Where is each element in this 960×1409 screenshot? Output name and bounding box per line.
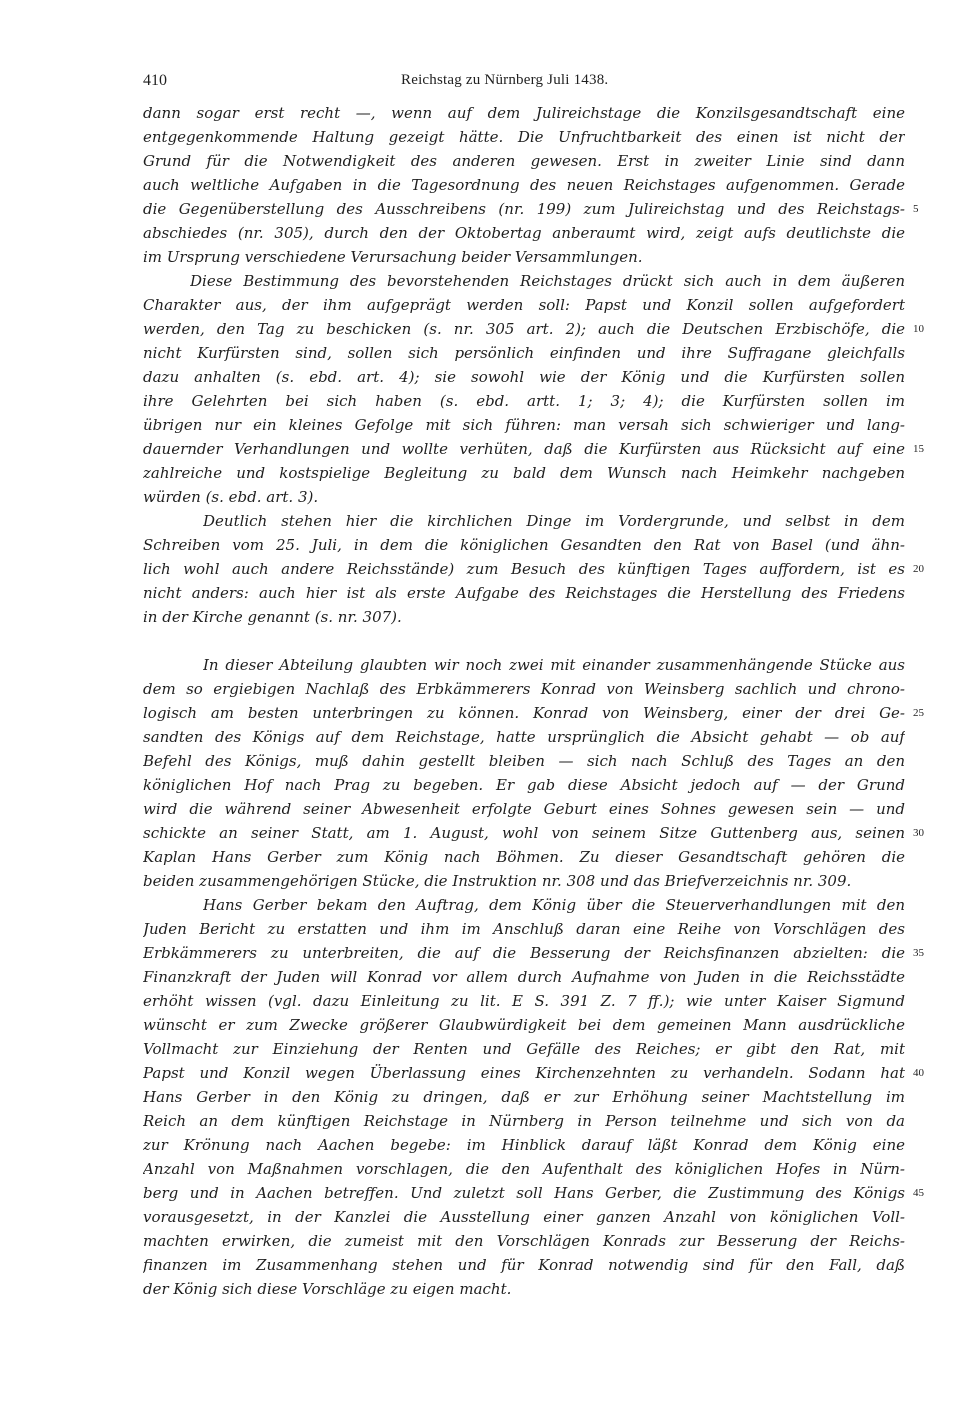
text-line: Deutlich stehen hier die kirchlichen Dinge im Vordergrunde, und selbst in dem	[203, 512, 905, 530]
text-line: Anzahl von Maßnahmen vorschlagen, die den Aufenthalt des königlichen Hofes in Nürn-	[143, 1160, 905, 1178]
text-line: ihre Gelehrten bei sich haben (s. ebd. artt. 1; 3; 4); die Kurfürsten sollen im	[143, 392, 905, 410]
text-line: wird die während seiner Abwesenheit erfolgte Geburt eines Sohnes gewesen sein — und	[143, 800, 905, 818]
text-line: schickte an seiner Statt, am 1. August, wohl von seinem Sitze Guttenberg aus, seinen	[143, 824, 905, 842]
text-line: In dieser Abteilung glaubten wir noch zwei mit einander zusammenhängende Stücke aus	[203, 656, 905, 674]
text-line: Hans Gerber bekam den Auftrag, dem König über die Steuerverhandlungen mit den	[203, 896, 905, 914]
text-line: Charakter aus, der ihm aufgeprägt werden soll: Papst und Konzil sollen aufgefordert	[143, 296, 905, 314]
text-line: berg und in Aachen betreffen. Und zuletzt soll Hans Gerber, die Zustimmung des Königs	[143, 1184, 905, 1202]
text-line: lich wohl auch andere Reichsstände) zum Besuch des künftigen Tages auffordern, ist es	[143, 560, 905, 578]
text-line: im Ursprung verschiedene Verursachung beider Versammlungen.	[143, 248, 643, 266]
text-line: beiden zusammengehörigen Stücke, die Instruktion nr. 308 und das Briefverzeichnis nr. 309.	[143, 872, 852, 890]
text-line: in der Kirche genannt (s. nr. 307).	[143, 608, 402, 626]
text-line: zur Krönung nach Aachen begebe: im Hinblick darauf läßt Konrad dem König eine	[143, 1136, 905, 1154]
line-number: 15	[913, 443, 924, 455]
text-line: vorausgesetzt, in der Kanzlei die Ausstellung einer ganzen Anzahl von königlichen Voll-	[143, 1208, 905, 1226]
text-line: nicht Kurfürsten sind, sollen sich persönlich einfinden und ihre Suffragane gleichfalls	[143, 344, 905, 362]
text-line: Papst und Konzil wegen Überlassung eines Kirchenzehnten zu verhandeln. Sodann hat	[143, 1064, 905, 1082]
text-line: Diese Bestimmung des bevorstehenden Reichstages drückt sich auch in dem äußeren	[190, 272, 905, 290]
text-line: auch weltliche Aufgaben in die Tagesordnung des neuen Reichstages aufgenommen. Gerade	[143, 176, 905, 194]
text-line: logisch am besten unterbringen zu können. Konrad von Weinsberg, einer der drei Ge-	[143, 704, 905, 722]
text-line: Kaplan Hans Gerber zum König nach Böhmen. Zu dieser Gesandtschaft gehören die	[143, 848, 905, 866]
text-line: Grund für die Notwendigkeit des anderen gewesen. Erst in zweiter Linie sind dann	[143, 152, 905, 170]
text-line: finanzen im Zusammenhang stehen und für Konrad notwendig sind für den Fall, daß	[143, 1256, 905, 1274]
text-line: entgegenkommende Haltung gezeigt hätte. Die Unfruchtbarkeit des einen ist nicht der	[143, 128, 905, 146]
text-line: dem so ergiebigen Nachlaß des Erbkämmerers Konrad von Weinsberg sachlich und chrono-	[143, 680, 905, 698]
line-number: 20	[913, 563, 924, 575]
line-number: 5	[913, 203, 919, 215]
line-number: 25	[913, 707, 924, 719]
page-header	[143, 72, 905, 96]
text-line: werden, den Tag zu beschicken (s. nr. 305 art. 2); auch die Deutschen Erzbischöfe, die	[143, 320, 905, 338]
text-line: abschiedes (nr. 305), durch den der Oktobertag anberaumt wird, zeigt aufs deutlichste die	[143, 224, 905, 242]
line-number: 30	[913, 827, 924, 839]
text-line: würden (s. ebd. art. 3).	[143, 488, 319, 506]
line-number: 35	[913, 947, 924, 959]
text-line: Hans Gerber in den König zu dringen, daß er zur Erhöhung seiner Machtstellung im	[143, 1088, 905, 1106]
text-line: dazu anhalten (s. ebd. art. 4); sie sowohl wie der König und die Kurfürsten sollen	[143, 368, 905, 386]
text-line: machten erwirken, die zumeist mit den Vorschlägen Konrads zur Besserung der Reichs-	[143, 1232, 905, 1250]
text-line: dauernder Verhandlungen und wollte verhüten, daß die Kurfürsten aus Rücksicht auf eine	[143, 440, 905, 458]
text-line: königlichen Hof nach Prag zu begeben. Er gab diese Absicht jedoch auf — der Grund	[143, 776, 905, 794]
line-number: 10	[913, 323, 924, 335]
text-line: wünscht er zum Zwecke größerer Glaubwürdigkeit bei dem gemeinen Mann ausdrückliche	[143, 1016, 905, 1034]
text-line: Befehl des Königs, muß dahin gestellt bleiben — sich nach Schluß des Tages an den	[143, 752, 905, 770]
page-number: 410	[143, 72, 167, 89]
line-number: 45	[913, 1187, 924, 1199]
text-line: Finanzkraft der Juden will Konrad vor allem durch Aufnahme von Juden in die Reichsstädte	[143, 968, 905, 986]
line-number: 40	[913, 1067, 924, 1079]
text-line: erhöht wissen (vgl. dazu Einleitung zu lit. E S. 391 Z. 7 ff.); wie unter Kaiser Sigmund	[143, 992, 905, 1010]
text-line: nicht anders: auch hier ist als erste Aufgabe des Reichstages die Herstellung des Friedens	[143, 584, 905, 602]
text-line: Vollmacht zur Einziehung der Renten und Gefälle des Reiches; er gibt den Rat, mit	[143, 1040, 905, 1058]
text-line: die Gegenüberstellung des Ausschreibens (nr. 199) zum Julireichstag und des Reichstags-	[143, 200, 905, 218]
text-line: zahlreiche und kostspielige Begleitung zu bald dem Wunsch nach Heimkehr nachgeben	[143, 464, 905, 482]
text-line: sandten des Königs auf dem Reichstage, hatte ursprünglich die Absicht gehabt — ob auf	[143, 728, 905, 746]
text-line: dann sogar erst recht —, wenn auf dem Julireichstage die Konzilsgesandtschaft eine	[143, 104, 905, 122]
running-title: Reichstag zu Nürnberg Juli 1438.	[401, 72, 609, 88]
text-line: Reich an dem künftigen Reichstage in Nürnberg in Person teilnehme und sich von da	[143, 1112, 905, 1130]
text-line: übrigen nur ein kleines Gefolge mit sich führen: man versah sich schwieriger und lang-	[143, 416, 905, 434]
text-line: Juden Bericht zu erstatten und ihm im Anschluß daran eine Reihe von Vorschlägen des	[143, 920, 905, 938]
text-line: Schreiben vom 25. Juli, in dem die königlichen Gesandten den Rat von Basel (und ähn-	[143, 536, 905, 554]
text-line: der König sich diese Vorschläge zu eigen macht.	[143, 1280, 512, 1298]
text-line: Erbkämmerers zu unterbreiten, die auf die Besserung der Reichsfinanzen abzielten: die	[143, 944, 905, 962]
